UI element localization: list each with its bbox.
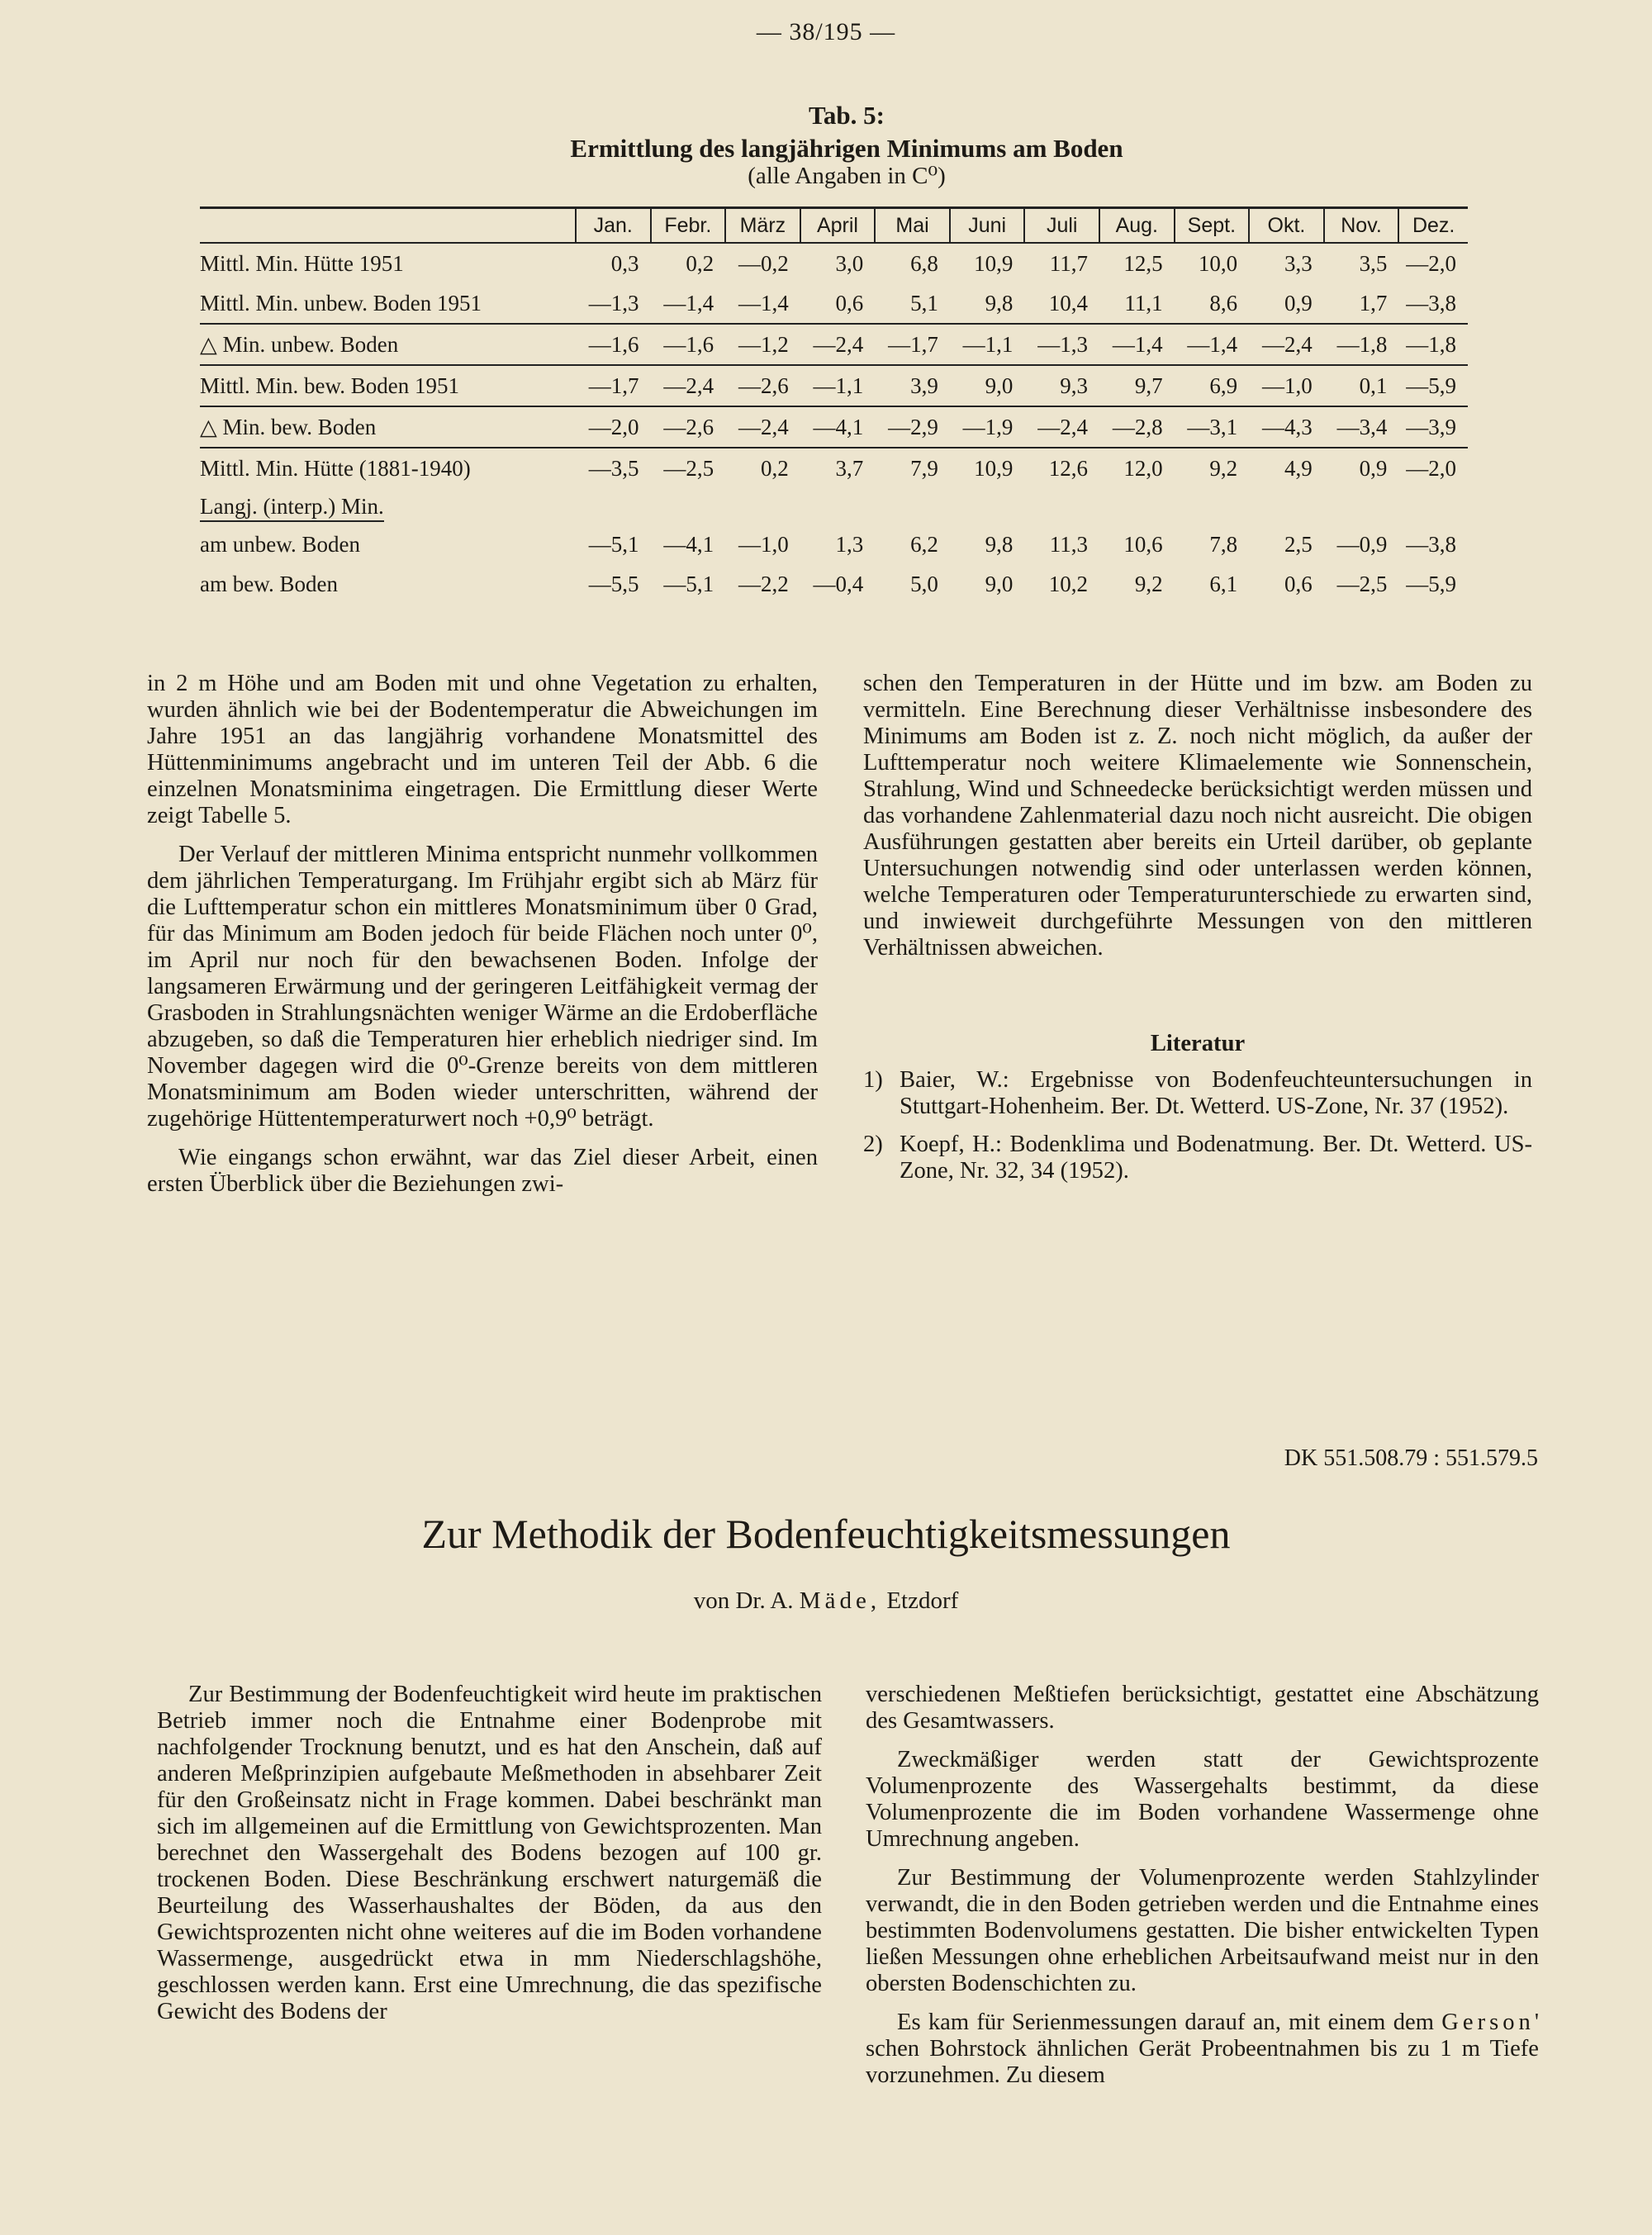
table-cell: —2,4 [1249, 324, 1324, 365]
table-cell: —1,2 [725, 324, 800, 365]
table-cell: 1,3 [835, 531, 864, 557]
month-header: Aug. [1099, 208, 1175, 244]
table-cell: 0,1 [1324, 365, 1399, 406]
table-title [430, 99, 1264, 165]
table-cell: 9,0 [985, 571, 1014, 596]
table-cell: 10,0 [1198, 250, 1238, 276]
paragraph: Zur Bestimmung der Volumenprozente werden Stahlzylinder verwandt, die in den Boden getrieben werden und die Entnahme eines bestimmten Bodenvolumens gestatten. Die bisher entwickelten Typen ließen Messungen ohne erheblichen Arbeitsaufwand meist nur in den obersten Bodenschichten zu. [866, 1865, 1539, 1996]
table-cell: —4,1 [663, 531, 714, 557]
table-cell: 3,3 [1284, 250, 1313, 276]
paragraph: verschiedenen Meßtiefen berücksichtigt, gestattet eine Abschätzung des Gesamtwassers. [866, 1682, 1539, 1734]
page-header: — 38/195 — [756, 18, 896, 45]
cited-name: Gerson [1441, 2010, 1535, 2035]
table-cell: 6,8 [910, 250, 938, 276]
table-cell: —2,0 [1406, 250, 1456, 276]
month-header: Dez. [1398, 208, 1468, 244]
data-table [200, 206, 1468, 604]
table-cell: —0,4 [813, 571, 864, 596]
article-author [0, 1587, 1652, 1615]
month-header: Juli [1024, 208, 1099, 244]
table-cell: 9,8 [985, 531, 1014, 557]
table-cell: 4,9 [1284, 455, 1313, 481]
column-right-lower [866, 1682, 1539, 2101]
table-body-lower [200, 524, 1468, 604]
table-cell: —1,1 [800, 365, 876, 406]
table-cell: 12,5 [1123, 250, 1163, 276]
month-header: Juni [950, 208, 1025, 244]
table-cell: —3,5 [588, 455, 639, 481]
table-cell: 10,9 [974, 455, 1014, 481]
table-cell: —1,0 [738, 531, 789, 557]
table-cell: —1,4 [1099, 324, 1175, 365]
paragraph: Wie eingangs schon erwähnt, war das Ziel dieser Arbeit, einen ersten Überblick über die Beziehungen zwi- [147, 1145, 818, 1197]
table-cell: 9,8 [950, 283, 1025, 324]
table-cell: 3,0 [835, 250, 864, 276]
table-interp-heading [200, 488, 1468, 524]
table-row [200, 406, 1468, 448]
table-cell: —2,4 [800, 324, 876, 365]
month-header: Febr. [651, 208, 726, 244]
literature-text: Koepf, H.: Bodenklima und Bodenatmung. Ber. Dt. Wetterd. US-Zone, Nr. 32, 34 (1952). [900, 1132, 1532, 1184]
table-cell: 0,2 [686, 250, 714, 276]
table-cell: 5,0 [910, 571, 938, 596]
table-cell: —2,6 [651, 406, 726, 448]
table-cell: 9,2 [1209, 455, 1238, 481]
table-cell: 12,6 [1048, 455, 1088, 481]
table-cell: 7,9 [910, 455, 938, 481]
table-cell: 11,7 [1049, 250, 1088, 276]
table-cell: 0,9 [1249, 283, 1324, 324]
table-cell: —2,0 [576, 406, 651, 448]
table-cell: —5,9 [1398, 365, 1468, 406]
author-prefix: von Dr. A. [693, 1587, 794, 1614]
month-header: März [725, 208, 800, 244]
table-subtitle: (alle Angaben in C⁰) [748, 163, 946, 189]
table-cell: 9,7 [1099, 365, 1175, 406]
table-cell: 0,6 [800, 283, 876, 324]
row-label: Mittl. Min. Hütte (1881-1940) [200, 455, 471, 481]
table-cell: 6,2 [910, 531, 938, 557]
table-cell: —1,7 [875, 324, 950, 365]
table-cell: 10,6 [1123, 531, 1163, 557]
table-body-upper [200, 243, 1468, 488]
table-cell: —3,1 [1175, 406, 1250, 448]
table-cell: —3,8 [1406, 531, 1456, 557]
row-label: am unbew. Boden [200, 531, 360, 557]
table-header-row [200, 208, 1468, 244]
paragraph: Der Verlauf der mittleren Minima entspricht nunmehr vollkommen dem jährlichen Temperaturgang. Im Frühjahr ergibt sich ab März für die Lufttemperatur schon ein mittleres Monatsminimum über 0 Grad, für das Minimum am Boden jedoch für beide Flächen noch unter 0⁰, im April nur noch für den bewachsenen Boden. Infolge der langsameren Erwärmung und der geringeren Leitfähigkeit vermag der Grasboden in Strahlungsnächten weniger Wärme an die Erdoberfläche abzugeben, so daß die Temperaturen hier erheblich niedriger sind. Im November dagegen wird die 0⁰-Grenze bereits von dem mittleren Monatsminimum am Boden wieder unterschritten, während der zugehörige Hüttentemperaturwert noch +0,9⁰ beträgt. [147, 842, 818, 1132]
table-cell: 3,7 [835, 455, 864, 481]
table-cell: —1,9 [950, 406, 1025, 448]
table-row [200, 448, 1468, 488]
month-header: April [800, 208, 876, 244]
table-cell: 6,1 [1209, 571, 1238, 596]
table-cell: 3,5 [1359, 250, 1388, 276]
row-label: Mittl. Min. Hütte 1951 [200, 250, 404, 276]
paragraph: Es kam für Serienmessungen darauf an, mit einem dem Gerson' schen Bohrstock ähnlichen Gerät Probeentnahmen bis zu 1 m Tiefe vorzunehmen. Zu diesem [866, 2010, 1539, 2088]
table-header-corner [200, 208, 576, 244]
table-row [200, 365, 1468, 406]
table-cell: —1,0 [1249, 365, 1324, 406]
table-cell: —3,8 [1398, 283, 1468, 324]
literature-number: 2) [863, 1132, 883, 1157]
table-cell: —0,2 [738, 250, 789, 276]
table-cell: 10,4 [1024, 283, 1099, 324]
table-cell: —5,9 [1406, 571, 1456, 596]
table-cell: 3,9 [875, 365, 950, 406]
table-cell: —1,8 [1324, 324, 1399, 365]
table-cell: 11,3 [1049, 531, 1088, 557]
table-cell: —1,3 [1024, 324, 1099, 365]
row-label: am bew. Boden [200, 571, 338, 596]
table-cell: 1,7 [1324, 283, 1399, 324]
paragraph: schen den Temperaturen in der Hütte und im bzw. am Boden zu vermitteln. Eine Berechnung dieser Verhältnisse insbesondere des Minimums am Boden ist z. Z. noch nicht möglich, da außer der Lufttemperatur noch weitere Klimaelemente wie Sonnenschein, Strahlung, Wind und Schneedecke berücksichtigt werden müssen und das vorhandene Zahlenmaterial dazu noch nicht ausreicht. Die obigen Ausführungen gestatten aber bereits ein Urteil darüber, ob geplante Untersuchungen notwendig sind oder unterlassen werden können, welche Temperaturen oder Temperaturunterschiede zu erwarten sind, und inwieweit durchgeführte Messungen von den mittleren Verhältnissen abweichen. [863, 671, 1532, 961]
row-label: Langj. (interp.) Min. [200, 488, 1468, 524]
table-row [200, 488, 1468, 524]
table-cell: 8,6 [1175, 283, 1250, 324]
table-cell: —2,8 [1099, 406, 1175, 448]
author-name: Mäde, [799, 1587, 881, 1614]
table-cell: 2,5 [1284, 531, 1313, 557]
table-cell: —1,4 [651, 283, 726, 324]
dk-classification: DK 551.508.79 : 551.579.5 [1284, 1445, 1538, 1471]
literature-number: 1) [863, 1067, 883, 1093]
table-cell: —5,1 [663, 571, 714, 596]
table-cell: —2,6 [725, 365, 800, 406]
month-header: Sept. [1175, 208, 1250, 244]
table-cell: 0,9 [1359, 455, 1388, 481]
column-right-upper [863, 671, 1532, 1196]
row-label: Mittl. Min. unbew. Boden 1951 [200, 283, 576, 324]
month-header: Jan. [576, 208, 651, 244]
paragraph: in 2 m Höhe und am Boden mit und ohne Vegetation zu erhalten, wurden ähnlich wie bei der Bodentemperatur die Abweichungen im Jahre 1951 an das langjährig vorhandene Monatsmittel des Hüttenminimums angebracht und im unteren Teil der Abb. 6 die einzelnen Monatsminima eingetragen. Die Ermittlung dieser Werte zeigt Tabelle 5. [147, 671, 818, 828]
table-row [200, 243, 1468, 283]
paragraph: Zur Bestimmung der Bodenfeuchtigkeit wird heute im praktischen Betrieb immer noch die Entnahme einer Bodenprobe mit nachfolgender Trocknung benutzt, und es hat den Anschein, daß auf anderen Meßprinzipien aufgebaute Meßmethoden in absehbarer Zeit für den Großeinsatz nicht in Frage kommen. Dabei beschränkt man sich im allgemeinen auf die Ermittlung von Gewichtsprozenten. Man berechnet den Wassergehalt des Bodens bezogen auf 100 gr. trockenen Boden. Diese Beschränkung erschwert naturgemäß die Beurteilung des Wasserhaushaltes der Böden, da aus den Gewichtsprozenten nicht ohne weiteres auf die im Boden vorhandene Wassermenge, ausgedrückt etwa in mm Niederschlagshöhe, geschlossen werden kann. Erst eine Umrechnung, die das spezifische Gewicht des Bodens der [157, 1682, 822, 2024]
table-cell: 11,1 [1099, 283, 1175, 324]
table-cell: —2,5 [1336, 571, 1388, 596]
table-cell: —4,3 [1249, 406, 1324, 448]
table-cell: 0,3 [610, 250, 639, 276]
table-cell: —5,5 [588, 571, 639, 596]
table-cell: —3,9 [1398, 406, 1468, 448]
table-cell: —3,4 [1324, 406, 1399, 448]
table-cell: —2,5 [663, 455, 714, 481]
month-header: Nov. [1324, 208, 1399, 244]
literature-item [863, 1067, 1532, 1120]
table-row [200, 283, 1468, 324]
table-cell: —1,7 [576, 365, 651, 406]
table-caption: Ermittlung des langjährigen Minimums am Boden [570, 134, 1123, 163]
column-left-upper [147, 671, 818, 1210]
table-cell: —5,1 [588, 531, 639, 557]
table-cell: —1,1 [950, 324, 1025, 365]
table-cell: —1,8 [1398, 324, 1468, 365]
table-cell: —2,4 [1024, 406, 1099, 448]
table-cell: —2,0 [1406, 455, 1456, 481]
table-cell: —2,4 [651, 365, 726, 406]
table-cell: 9,2 [1134, 571, 1163, 596]
table-cell: 6,9 [1175, 365, 1250, 406]
table-cell: —1,4 [725, 283, 800, 324]
table-row [200, 324, 1468, 365]
article-title: Zur Methodik der Bodenfeuchtigkeitsmessungen [421, 1511, 1231, 1557]
table-cell: —2,9 [875, 406, 950, 448]
table-cell: —2,2 [738, 571, 789, 596]
table-cell: —0,9 [1336, 531, 1388, 557]
table-cell: —1,6 [576, 324, 651, 365]
table-cell: —4,1 [800, 406, 876, 448]
month-header: Mai [875, 208, 950, 244]
literature-heading: Literatur [1150, 1031, 1246, 1056]
table-cell: 5,1 [875, 283, 950, 324]
table-cell: 10,9 [974, 250, 1014, 276]
table-cell: 0,6 [1284, 571, 1313, 596]
table-cell: 7,8 [1209, 531, 1238, 557]
month-header: Okt. [1249, 208, 1324, 244]
table-cell: —1,6 [651, 324, 726, 365]
literature-text: Baier, W.: Ergebnisse von Bodenfeuchteuntersuchungen in Stuttgart-Hohenheim. Ber. Dt. Wetterd. US-Zone, Nr. 37 (1952). [900, 1067, 1532, 1119]
table-cell: 0,2 [760, 455, 789, 481]
row-label: △ Min. unbew. Boden [200, 324, 576, 365]
column-left-lower [157, 1682, 822, 2038]
table-cell: 10,2 [1048, 571, 1088, 596]
table-cell: 12,0 [1123, 455, 1163, 481]
table-cell: 9,0 [950, 365, 1025, 406]
table-label: Tab. 5: [809, 101, 885, 130]
table-row [200, 564, 1468, 604]
row-label: △ Min. bew. Boden [200, 406, 576, 448]
table-cell: —1,3 [576, 283, 651, 324]
literature-item [863, 1132, 1532, 1184]
table-cell: —1,4 [1175, 324, 1250, 365]
table-cell: 9,3 [1024, 365, 1099, 406]
table-row [200, 524, 1468, 564]
table-cell: —2,4 [725, 406, 800, 448]
paragraph: Zweckmäßiger werden statt der Gewichtsprozente Volumenprozente des Wassergehalts bestimmt, da diese Volumenprozente die im Boden vorhandene Wassermenge ohne Umrechnung angeben. [866, 1747, 1539, 1852]
row-label: Mittl. Min. bew. Boden 1951 [200, 365, 576, 406]
author-place: Etzdorf [886, 1587, 959, 1614]
